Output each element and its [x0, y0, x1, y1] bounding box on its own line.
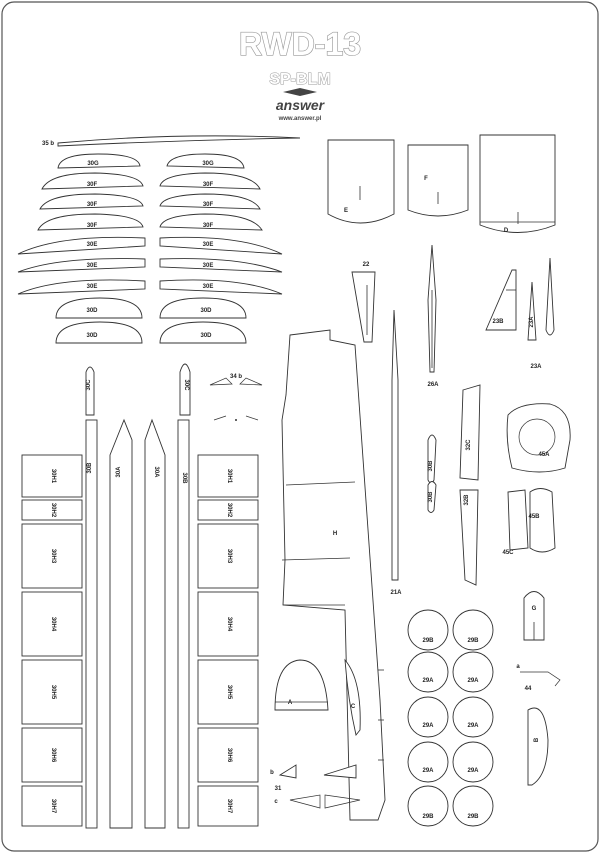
svg-text:30F: 30F [202, 223, 214, 229]
panels-30H-right [198, 455, 258, 826]
svg-text:29A: 29A [467, 723, 479, 729]
svg-text:23A: 23A [529, 316, 535, 328]
svg-text:30F: 30F [202, 202, 214, 208]
svg-text:35 b: 35 b [41, 141, 55, 147]
svg-text:30E: 30E [202, 284, 214, 290]
svg-text:30H4: 30H4 [226, 616, 232, 632]
svg-text:a: a [516, 664, 520, 670]
svg-text:30D: 30D [86, 333, 98, 339]
spar-30A-right [145, 420, 165, 828]
svg-text:45C: 45C [502, 550, 514, 556]
svg-text:29A: 29A [467, 768, 479, 774]
svg-text:30B: 30B [181, 472, 187, 484]
svg-text:30C: 30C [183, 379, 189, 391]
svg-text:29B: 29B [422, 814, 434, 820]
svg-text:29A: 29A [422, 768, 434, 774]
part-45B [528, 489, 555, 553]
svg-text:30H6: 30H6 [50, 747, 56, 763]
part-30C-right [180, 364, 190, 415]
svg-text:30H6: 30H6 [226, 747, 232, 763]
svg-text:32C: 32C [466, 439, 472, 451]
svg-text:22: 22 [362, 262, 370, 268]
svg-text:30D: 30D [200, 308, 212, 314]
panel-E [328, 140, 394, 223]
svg-text:29A: 29A [422, 678, 434, 684]
svg-text:23B: 23B [492, 319, 504, 325]
svg-text:30H3: 30H3 [226, 548, 232, 564]
svg-text:30E: 30E [202, 263, 214, 269]
svg-text:26A: 26A [427, 382, 439, 388]
svg-text:30A: 30A [116, 466, 122, 478]
svg-text:45B: 45B [528, 514, 540, 520]
panel-D [480, 135, 555, 234]
svg-text:30F: 30F [202, 182, 214, 188]
svg-text:30F: 30F [86, 182, 98, 188]
svg-text:29B: 29B [467, 638, 479, 644]
part-32C [460, 385, 480, 480]
svg-text:44: 44 [524, 686, 532, 692]
svg-text:29B: 29B [422, 638, 434, 644]
registration-code: SP-BLM [269, 71, 331, 88]
svg-text:H: H [332, 531, 338, 537]
svg-text:30G: 30G [87, 161, 99, 167]
svg-text:31: 31 [274, 786, 282, 792]
svg-text:30D: 30D [86, 308, 98, 314]
svg-text:30E: 30E [86, 242, 98, 248]
panel-F [408, 145, 468, 216]
svg-text:c: c [274, 799, 278, 805]
sheet-title: RWD-13 [238, 26, 362, 62]
part-G [524, 592, 544, 641]
svg-text:30H1: 30H1 [226, 468, 232, 484]
svg-text:G: G [531, 606, 537, 612]
svg-text:B: B [534, 737, 540, 743]
svg-text:30H7: 30H7 [226, 798, 232, 814]
svg-text:30F: 30F [86, 223, 98, 229]
svg-text:30H5: 30H5 [226, 684, 232, 700]
svg-text:30B: 30B [428, 460, 434, 472]
svg-text:30E: 30E [86, 284, 98, 290]
svg-text:21A: 21A [390, 590, 402, 596]
svg-text:D: D [503, 228, 509, 234]
svg-text:answer: answer [275, 97, 325, 113]
svg-text:C: C [350, 704, 356, 710]
svg-text:30H4: 30H4 [50, 616, 56, 632]
svg-text:A: A [287, 700, 293, 706]
panels-30H-left [22, 455, 82, 826]
svg-text:30E: 30E [202, 242, 214, 248]
svg-text:F: F [424, 176, 428, 182]
svg-text:23A: 23A [530, 364, 542, 370]
svg-text:30C: 30C [86, 379, 92, 391]
spar-30B-right [178, 420, 189, 828]
part-45A [507, 404, 570, 472]
svg-text:34 b: 34 b [229, 374, 243, 380]
part-30C-left [86, 367, 94, 415]
svg-text:30G: 30G [202, 161, 214, 167]
svg-text:29B: 29B [467, 814, 479, 820]
svg-text:29A: 29A [422, 723, 434, 729]
svg-text:b: b [270, 770, 274, 776]
svg-text:30H5: 30H5 [50, 684, 56, 700]
spar-30B-left [86, 420, 97, 828]
svg-text:30F: 30F [86, 202, 98, 208]
svg-text:30H7: 30H7 [50, 798, 56, 814]
svg-text:30H1: 30H1 [50, 468, 56, 484]
spar-30A-left [110, 420, 132, 828]
brand-website: www.answer.pl [278, 116, 322, 122]
svg-text:30E: 30E [86, 263, 98, 269]
svg-text:30D: 30D [200, 333, 212, 339]
svg-text:30B: 30B [428, 491, 434, 503]
svg-text:45A: 45A [538, 452, 550, 458]
svg-text:30H2: 30H2 [50, 502, 56, 518]
svg-text:30H2: 30H2 [226, 502, 232, 518]
svg-text:32B: 32B [464, 494, 470, 506]
svg-text:30A: 30A [153, 466, 159, 478]
svg-text:29A: 29A [467, 678, 479, 684]
svg-text:30H3: 30H3 [50, 548, 56, 564]
svg-text:30B: 30B [87, 462, 93, 474]
svg-text:E: E [343, 208, 349, 214]
